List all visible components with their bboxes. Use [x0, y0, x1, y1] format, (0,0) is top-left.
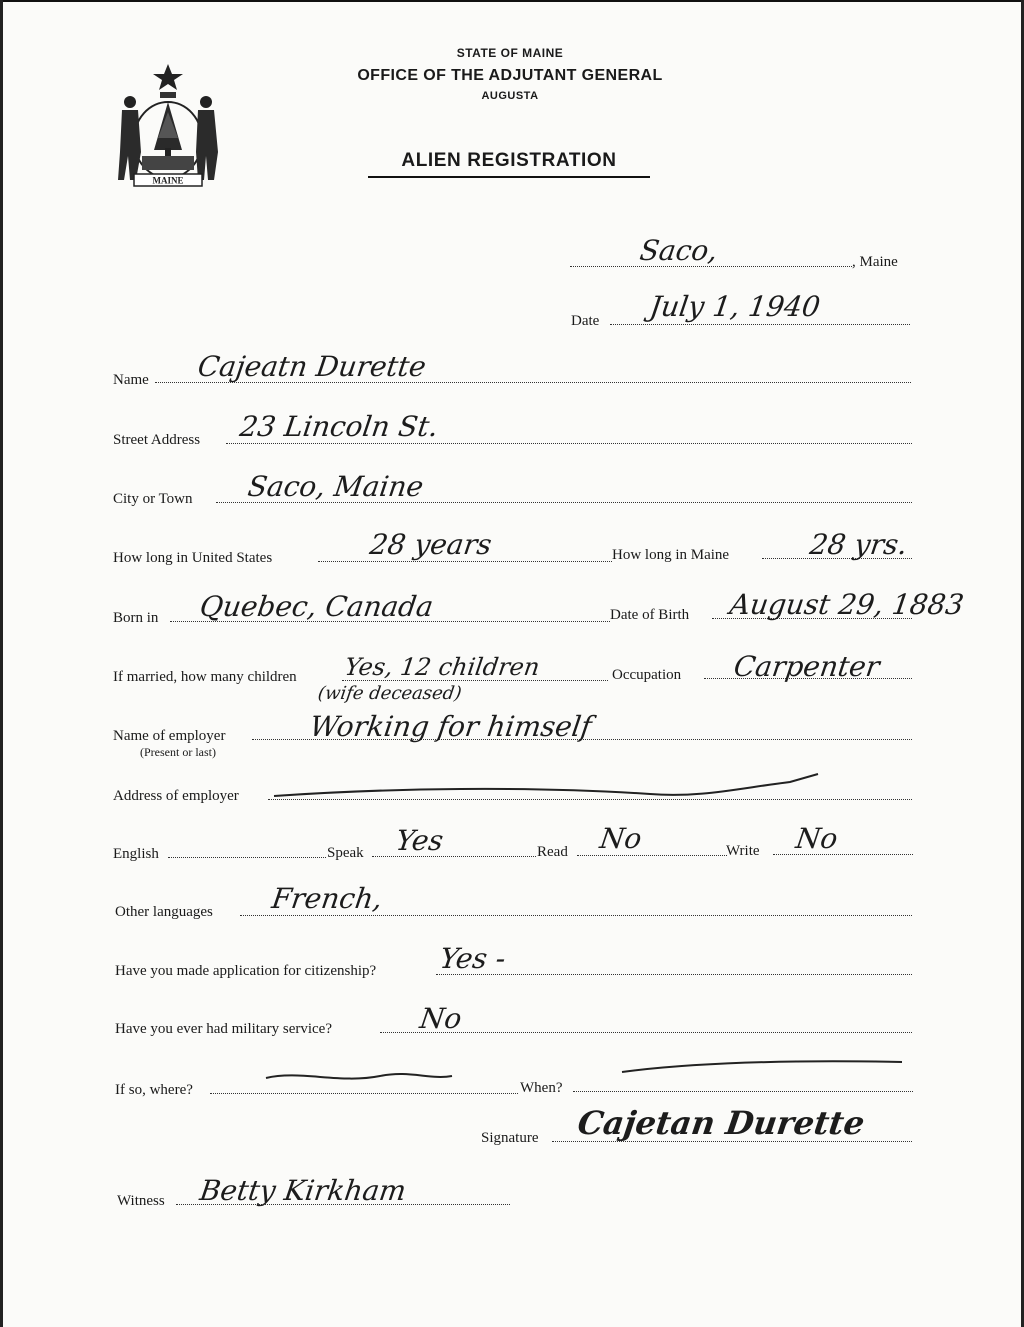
citizenship-value: Yes -	[437, 942, 508, 975]
seal-banner-text: MAINE	[152, 175, 184, 186]
speak-label: Speak	[327, 845, 364, 861]
years-us-dots	[318, 561, 612, 562]
date-dots	[610, 324, 910, 325]
dob-label: Date of Birth	[610, 607, 690, 623]
maine-suffix: , Maine	[852, 254, 898, 270]
children-value: Yes, 12 children	[343, 653, 542, 681]
left-edge	[0, 0, 3, 1327]
occupation-value: Carpenter	[731, 650, 882, 683]
where-dash-mark	[260, 1066, 460, 1090]
when-dots	[573, 1091, 913, 1092]
military-label: Have you ever had military service?	[115, 1021, 332, 1037]
other-languages-label: Other languages	[115, 904, 213, 920]
city-label: City or Town	[113, 491, 193, 507]
citizenship-dots	[436, 974, 912, 975]
form-title: ALIEN REGISTRATION	[368, 150, 650, 178]
maine-state-seal-icon	[108, 60, 228, 190]
signature-label: Signature	[481, 1130, 539, 1146]
name-value: Cajeatn Durette	[195, 350, 429, 383]
date-label: Date	[571, 313, 600, 329]
city-value: Saco, Maine	[245, 470, 426, 503]
header-office: OFFICE OF THE ADJUTANT GENERAL	[357, 67, 663, 84]
form-header	[330, 46, 690, 103]
employer-sublabel: (Present or last)	[140, 745, 216, 759]
military-dots	[380, 1032, 912, 1033]
occupation-label: Occupation	[612, 667, 682, 683]
when-label: When?	[520, 1080, 563, 1096]
write-value: No	[793, 822, 840, 855]
top-border	[0, 0, 1024, 2]
citizenship-label: Have you made application for citizenship?	[115, 963, 377, 979]
street-value: 23 Lincoln St.	[237, 410, 441, 443]
english-dots	[168, 857, 326, 858]
military-value: No	[417, 1002, 464, 1035]
children-label: If married, how many children	[113, 669, 297, 685]
street-dots	[226, 443, 912, 444]
write-label: Write	[726, 843, 760, 859]
town-value: Saco,	[637, 234, 720, 267]
dob-value: August 29, 1883	[727, 588, 966, 621]
header-state: STATE OF MAINE	[456, 46, 564, 60]
date-value: July 1, 1940	[647, 290, 823, 323]
english-label: English	[113, 846, 159, 862]
years-us-value: 28 years	[367, 528, 494, 561]
years-maine-label: How long in Maine	[612, 547, 730, 563]
witness-label: Witness	[117, 1193, 165, 1209]
born-label: Born in	[113, 610, 159, 626]
read-value: No	[597, 822, 644, 855]
employer-value: Working for himself	[307, 710, 594, 743]
name-label: Name	[113, 372, 149, 388]
street-label: Street Address	[113, 432, 201, 448]
where-dots	[210, 1093, 518, 1094]
employer-address-label: Address of employer	[113, 788, 239, 804]
other-languages-dots	[240, 915, 912, 916]
when-dash-mark	[618, 1056, 908, 1080]
employer-label: Name of employer	[113, 728, 226, 744]
employer-address-dash-mark	[270, 752, 830, 812]
children-note: (wife deceased)	[316, 683, 463, 704]
years-us-label: How long in United States	[113, 550, 273, 566]
witness-value: Betty Kirkham	[197, 1174, 409, 1207]
other-languages-value: French,	[269, 882, 385, 915]
header-city: AUGUSTA	[481, 90, 539, 102]
signature-value: Cajetan Durette	[575, 1104, 867, 1142]
where-label: If so, where?	[115, 1082, 193, 1098]
years-maine-value: 28 yrs.	[807, 528, 910, 561]
read-dots	[577, 855, 727, 856]
read-label: Read	[537, 844, 568, 860]
born-value: Quebec, Canada	[197, 590, 436, 623]
speak-value: Yes	[393, 824, 446, 857]
